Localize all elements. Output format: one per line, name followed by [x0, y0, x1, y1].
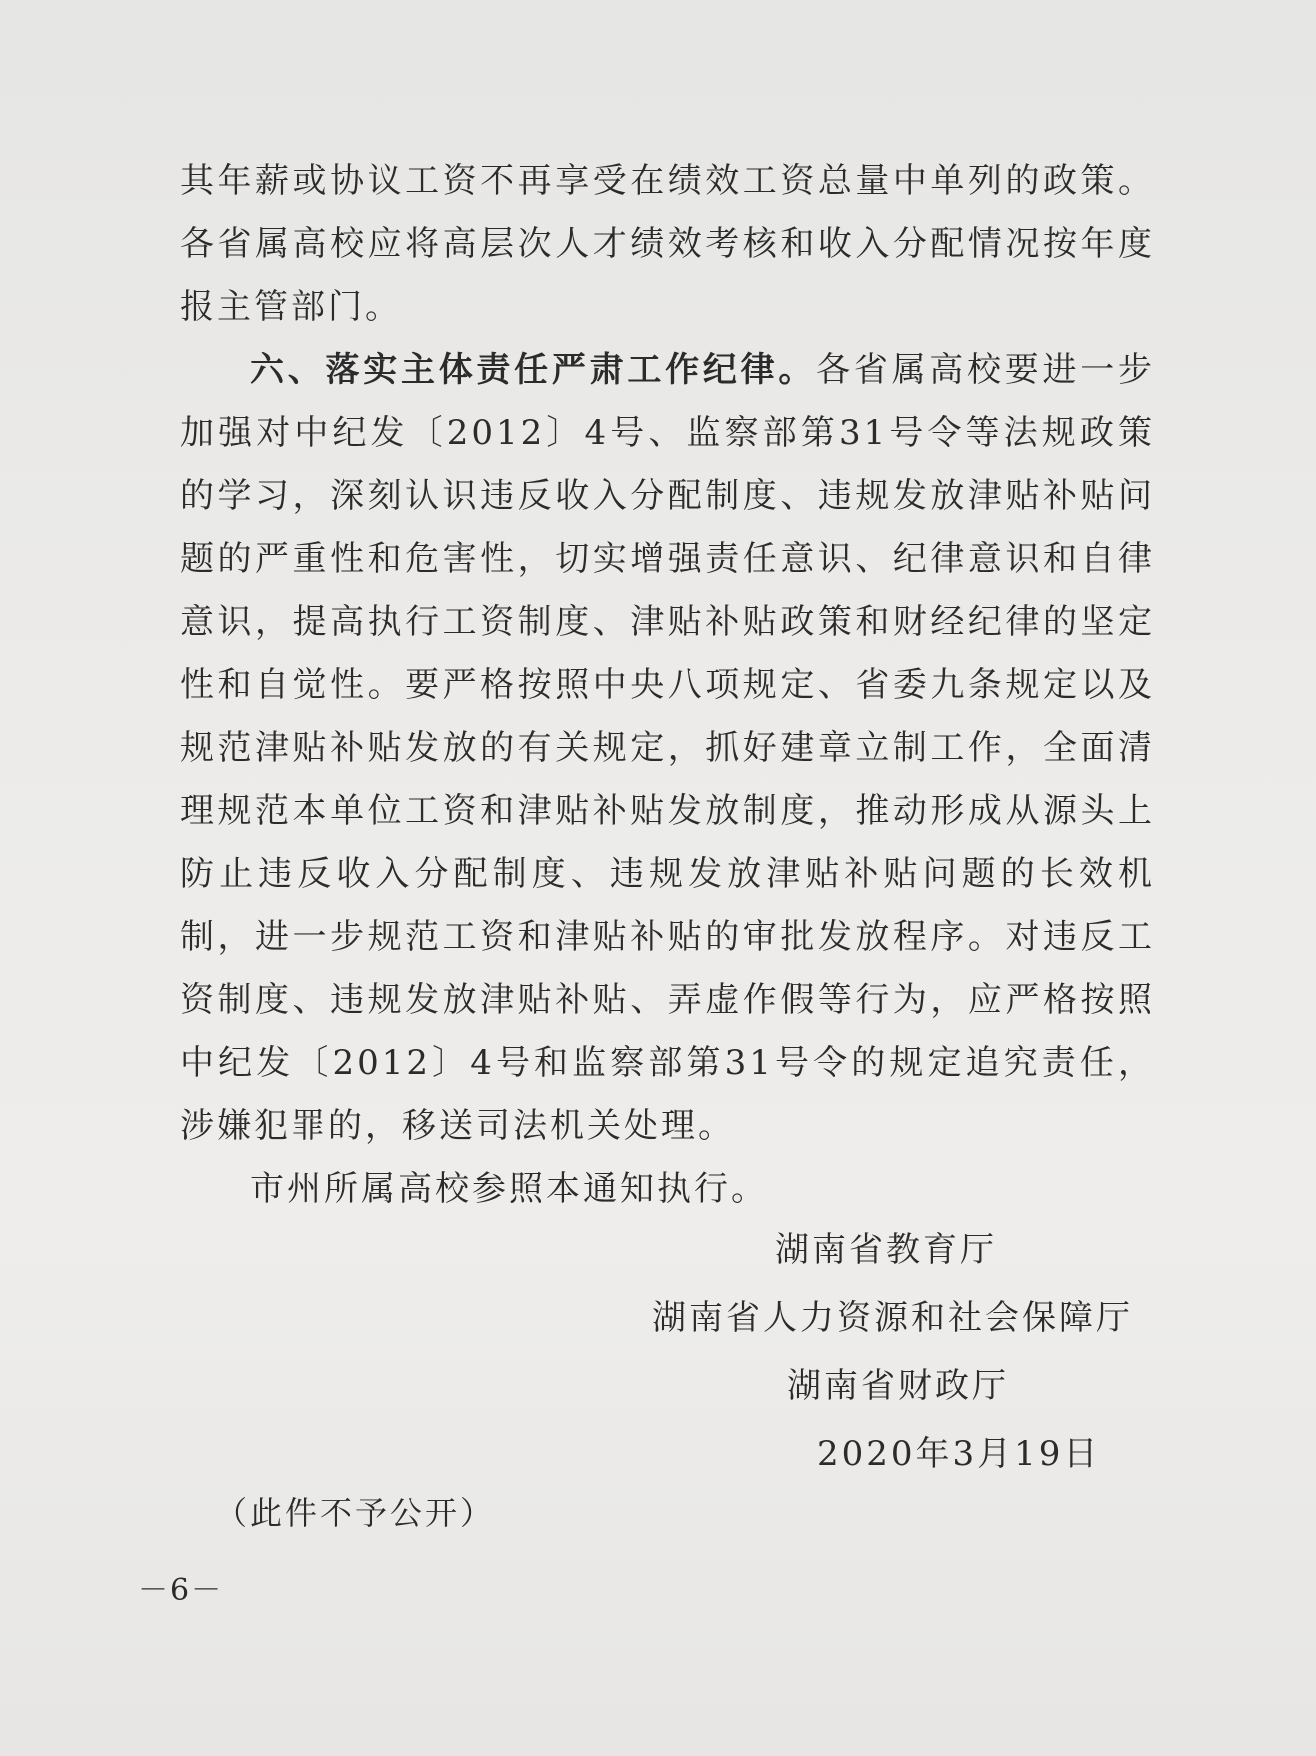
issue-date: 2020年3月19日	[817, 1434, 1101, 1474]
issuer-finance-dept: 湖南省财政厅	[787, 1366, 1009, 1406]
issuer-education-dept: 湖南省教育厅	[775, 1230, 997, 1270]
body-text	[180, 150, 1155, 1221]
section-body: 各省属高校要进一步加强对中纪发〔2012〕4号、监察部第31号令等法规政策的学习，深刻认识违反收入分配制度、违规发放津贴补贴问题的严重性和危害性，切实增强责任意识、纪律意识和自律意识，提高执行工资制度、津贴补贴政策和财经纪律的坚定性和自觉性。要严格按照中央八项规定、省委九条规定以及规范津贴补贴发放的有关规定，抓好建章立制工作，全面清理规范本单位工资和津贴补贴发放制度，推动形成从源头上防止违反收入分配制度、违规发放津贴补贴问题的长效机制，进一步规范工资和津贴补贴的审批发放程序。对违反工资制度、违规发放津贴补贴、弄虚作假等行为，应严格按照中纪发〔2012〕4号和监察部第31号令的规定追究责任，涉嫌犯罪的，移送司法机关处理。	[180, 350, 1156, 1146]
section-heading: 六、落实主体责任严肃工作纪律。	[250, 350, 817, 390]
intro-paragraph: 其年薪或协议工资不再享受在绩效工资总量中单列的政策。各省属高校应将高层次人才绩效考核和收入分配情况按年度报主管部门。	[180, 161, 1155, 327]
page-number: －6－	[138, 1573, 224, 1608]
issuer-hr-social-security-dept: 湖南省人力资源和社会保障厅	[652, 1298, 1133, 1338]
closing-note: 市州所属高校参照本通知执行。	[250, 1169, 768, 1209]
confidential-note: （此件不予公开）	[215, 1494, 496, 1532]
section-six-paragraph	[180, 339, 1155, 1158]
